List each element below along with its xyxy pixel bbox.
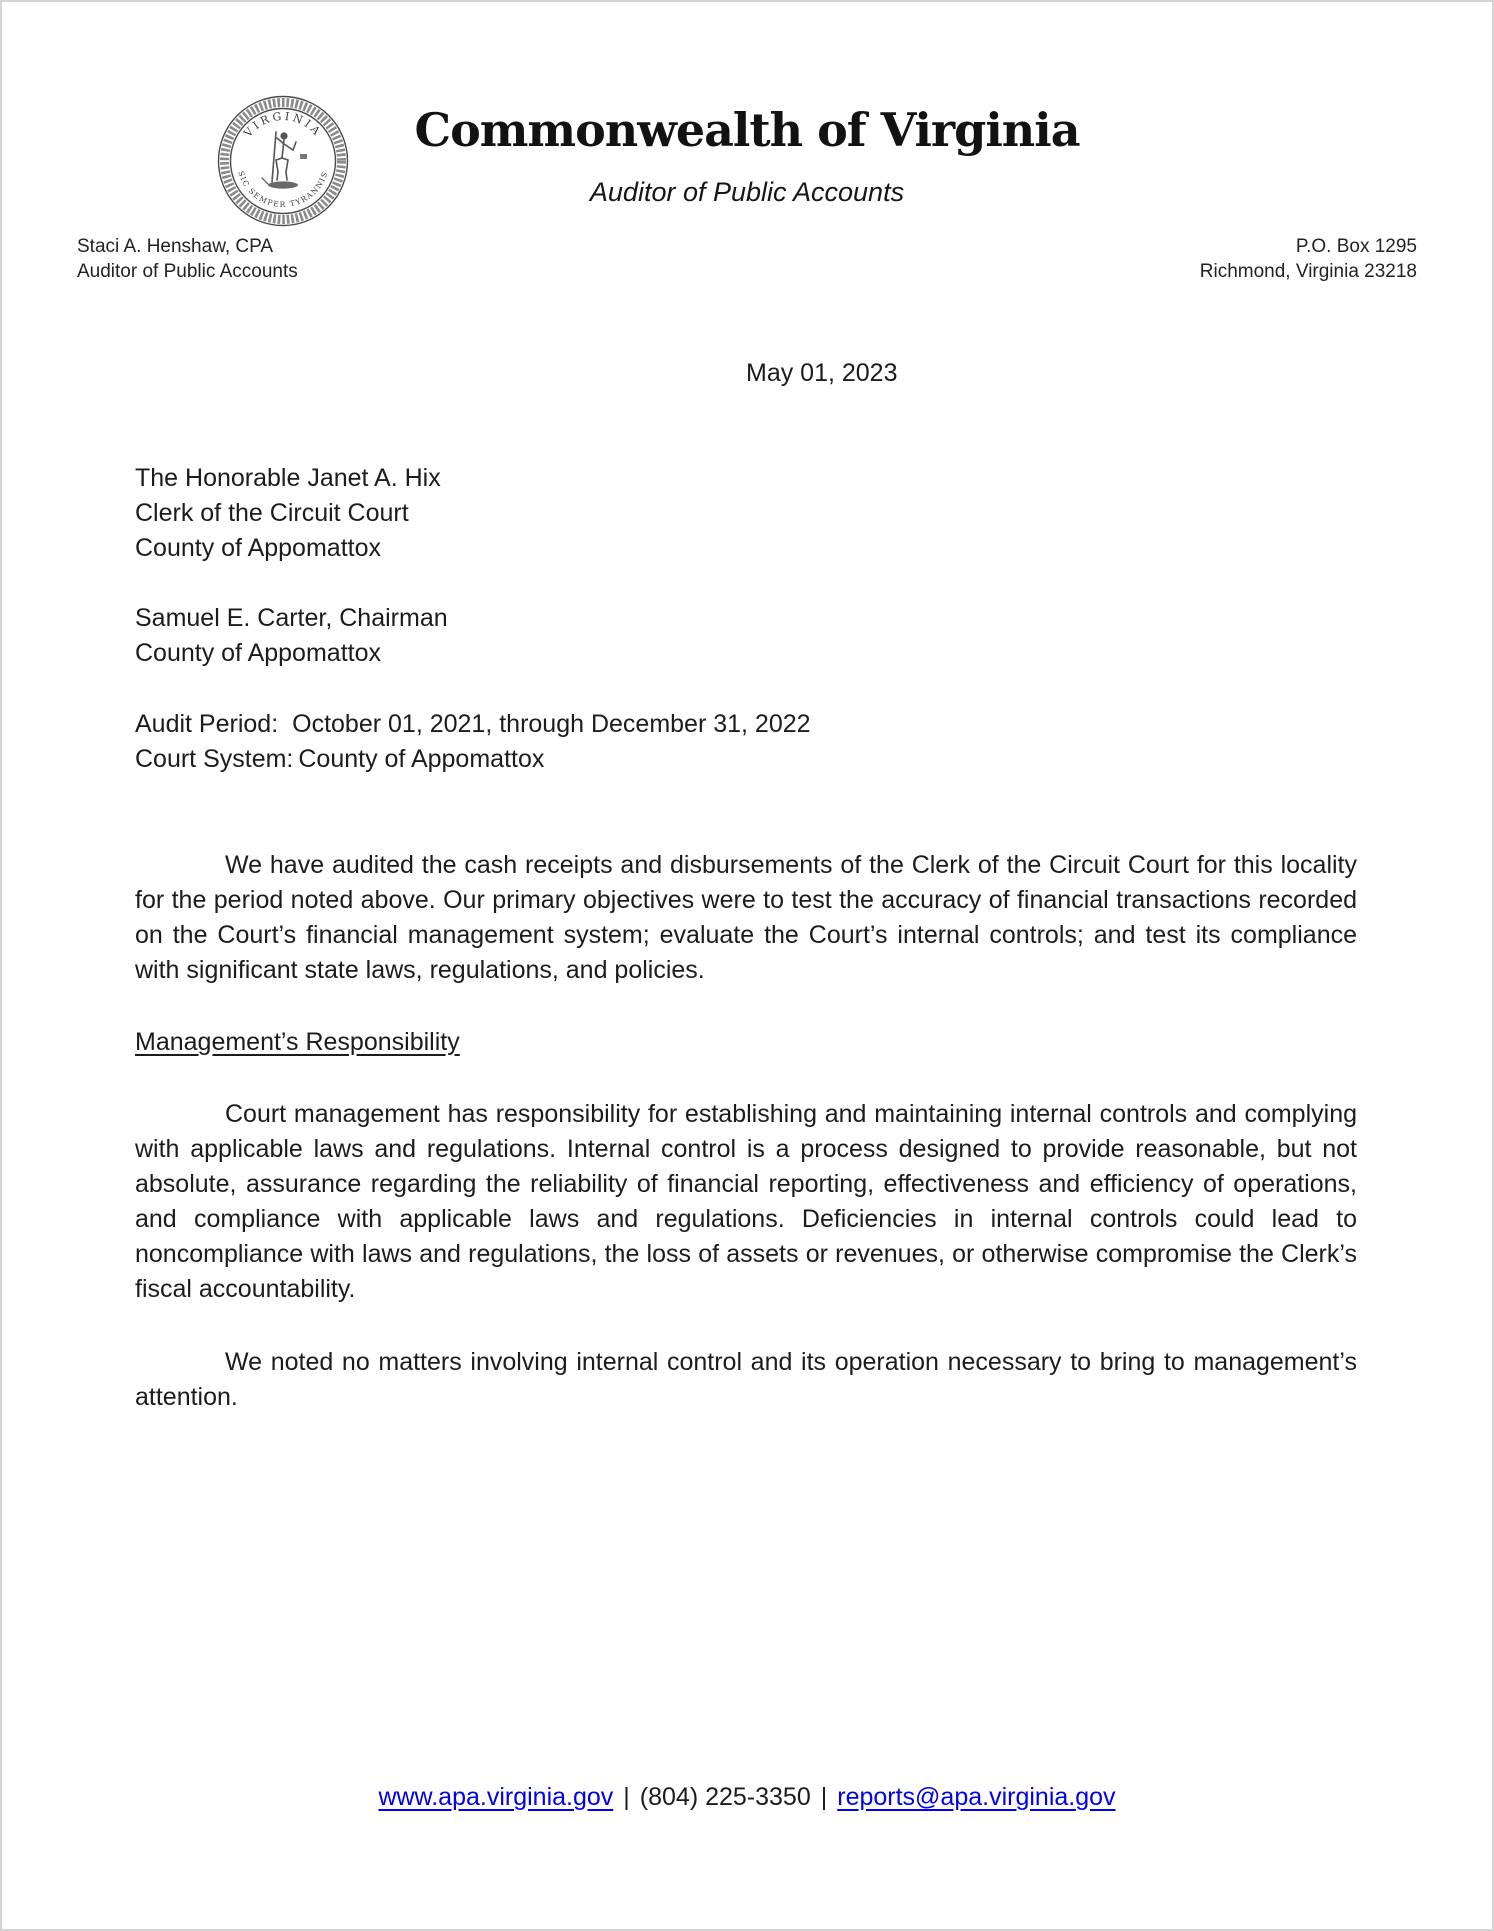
recipient-line: The Honorable Janet A. Hix [135,464,441,492]
virginia-seal-icon [216,94,350,228]
audit-reference-block [135,707,1357,777]
auditor-identity [77,234,298,284]
recipient-block-chairman [135,601,1357,671]
recipient-line: Clerk of the Circuit Court [135,499,409,527]
audit-period-line [135,707,1357,742]
paragraph-audit-scope: We have audited the cash receipts and disbursements of the Clerk of the Circuit Court for this locality for the period noted above. Our primary objectives were to test the accuracy of financial transactions recorded on the Court’s financial management system; evaluate the Court’s internal controls; and test its compliance with significant state laws, regulations, and policies. [135,851,1357,984]
masthead-info-row [77,234,1417,284]
paragraph-management-responsibility: Court management has responsibility for establishing and maintaining internal controls and complying with applicable laws and regulations. Internal control is a process designed to provide reasonable, but not absolute, assurance regarding the reliability of financial reporting, effectiveness and efficiency of operations, and compliance with applicable laws and regulations. Deficiencies in internal controls could lead to noncompliance with laws and regulations, the loss of assets or revenues, or otherwise compromise the Clerk’s fiscal accountability. [135,1100,1357,1303]
recipient-line: Samuel E. Carter, Chairman [135,604,448,632]
footer-separator: | [623,1783,630,1811]
agency-title: Commonwealth of Virginia [414,103,1080,157]
address-city: Richmond, Virginia 23218 [1199,261,1417,282]
agency-subtitle: Auditor of Public Accounts [589,177,905,207]
auditor-name: Staci A. Henshaw, CPA [77,236,274,257]
court-system-line [135,742,1357,777]
court-system-value: County of Appomattox [298,745,545,773]
recipient-line: County of Appomattox [135,639,381,667]
recipient-block-clerk [135,461,1357,566]
seal-figure [262,132,307,189]
audit-period-label: Audit Period: [135,710,279,738]
letter-date: May 01, 2023 [746,359,898,387]
paragraph-no-matters-noted: We noted no matters involving internal control and its operation necessary to bring to management’s attention. [135,1348,1357,1411]
recipient-line: County of Appomattox [135,534,381,562]
footer-separator: | [820,1783,828,1811]
seal-bottom-text: SIC SEMPER TYRANNIS [236,169,330,210]
address-po-box: P.O. Box 1295 [1295,236,1417,257]
audit-period-value: October 01, 2021, through December 31, 2022 [292,710,811,738]
email-link[interactable]: reports@apa.virginia.gov [837,1783,1116,1811]
auditor-title: Auditor of Public Accounts [77,261,298,282]
seal-top-text: VIRGINIA [241,109,325,140]
agency-address [1200,234,1417,284]
letter-body [2,356,1492,1415]
court-system-label: Court System: [135,745,294,773]
contact-footer [2,1780,1492,1815]
website-link[interactable]: www.apa.virginia.gov [378,1783,614,1811]
phone-number: (804) 225-3350 [639,1783,811,1811]
masthead [2,2,1492,284]
section-heading-management-responsibility: Management’s Responsibility [135,1028,460,1056]
